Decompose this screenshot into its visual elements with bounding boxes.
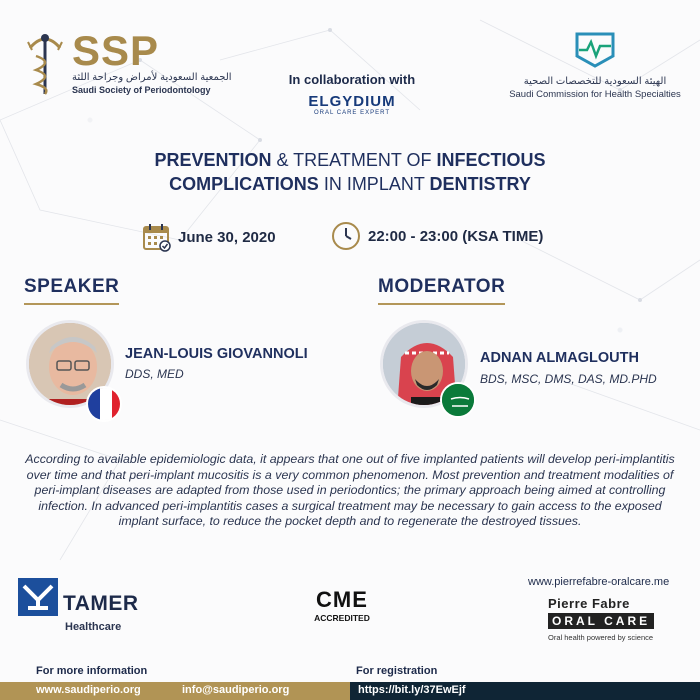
date-text: June 30, 2020 — [178, 229, 276, 246]
caduceus-emblem-icon — [22, 28, 68, 98]
registration-label: For registration — [356, 665, 438, 677]
pierre-fabre-logo — [548, 596, 664, 642]
event-title — [60, 148, 640, 196]
france-flag-icon — [86, 386, 122, 422]
collaboration-label: In collaboration with — [288, 72, 416, 87]
moderator-heading: MODERATOR — [378, 276, 505, 305]
cme-accredited-badge — [300, 589, 384, 623]
elgydium-tagline: ORAL CARE EXPERT — [313, 110, 391, 116]
email-link[interactable]: info@saudiperio.org — [182, 684, 290, 696]
ssp-logo — [22, 27, 232, 98]
elgydium-logo: ELGYDIUM — [308, 93, 396, 110]
abstract-text: According to available epidemiologic data, it appears that one out of five implanted patients will develop peri-implantitis over time and that peri-implant mucositis is a very common phenomenon. Most prevention and treatment modalities of peri-implant diseases are adapted from those used in periodontics; the primary approach being aimed at controlling infection. In advanced peri-implantitis cases a surgical treatment may be necessary to gain access to the exposed implant surface, to reduce the pocket depth and to regenerate the destroyed tissues. — [25, 452, 675, 528]
collaboration-block — [262, 72, 442, 116]
ssp-title: SSP — [72, 27, 160, 74]
title-part: PREVENTION — [154, 150, 272, 170]
tamer-healthcare-logo — [18, 578, 178, 638]
moderator-credentials: BDS, MSC, DMS, DAS, MD.PHD — [480, 372, 657, 386]
title-part: IN IMPLANT — [318, 174, 430, 194]
scfhs-logo — [505, 28, 685, 100]
cme-label: CME — [316, 587, 368, 612]
calendar-icon — [142, 222, 172, 252]
ssp-english-name: Saudi Society of Periodontology — [72, 85, 211, 95]
heartbeat-shield-icon — [569, 28, 621, 68]
cme-accredited-label: ACCREDITED — [314, 613, 370, 623]
more-info-label: For more information — [36, 665, 148, 677]
ssp-arabic-name: الجمعية السعودية لأمراض وجراحة اللثة — [72, 72, 232, 83]
website-link[interactable]: www.saudiperio.org — [36, 684, 141, 696]
time-text: 22:00 - 23:00 (KSA TIME) — [368, 228, 544, 245]
clock-icon — [330, 220, 362, 252]
tamer-name: TAMER — [63, 592, 139, 615]
speaker-credentials: DDS, MED — [125, 367, 184, 381]
title-part: DENTISTRY — [429, 174, 531, 194]
scfhs-arabic-name: الهيئة السعودية للتخصصات الصحية — [523, 76, 667, 87]
pierre-fabre-tagline: Oral health powered by science — [548, 633, 654, 642]
title-part: & TREATMENT OF — [271, 150, 437, 170]
saudi-arabia-flag-icon — [440, 382, 476, 418]
speaker-heading: SPEAKER — [24, 276, 119, 305]
registration-link[interactable]: https://bit.ly/37EwEjf — [358, 684, 466, 696]
pierre-fabre-name: Pierre Fabre — [548, 596, 630, 611]
scfhs-english-name: Saudi Commission for Health Specialties — [509, 89, 681, 100]
title-part: COMPLICATIONS — [169, 174, 319, 194]
pierre-fabre-url[interactable]: www.pierrefabre-oralcare.me — [528, 576, 670, 588]
speaker-name: JEAN-LOUIS GIOVANNOLI — [125, 346, 308, 362]
title-part: INFECTIOUS — [436, 150, 546, 170]
tamer-mark-icon — [18, 578, 58, 616]
tamer-subtitle: Healthcare — [65, 621, 122, 633]
moderator-name: ADNAN ALMAGLOUTH — [480, 350, 639, 366]
pierre-fabre-oral-care: ORAL CARE — [548, 613, 654, 629]
footer-bar — [0, 682, 700, 700]
